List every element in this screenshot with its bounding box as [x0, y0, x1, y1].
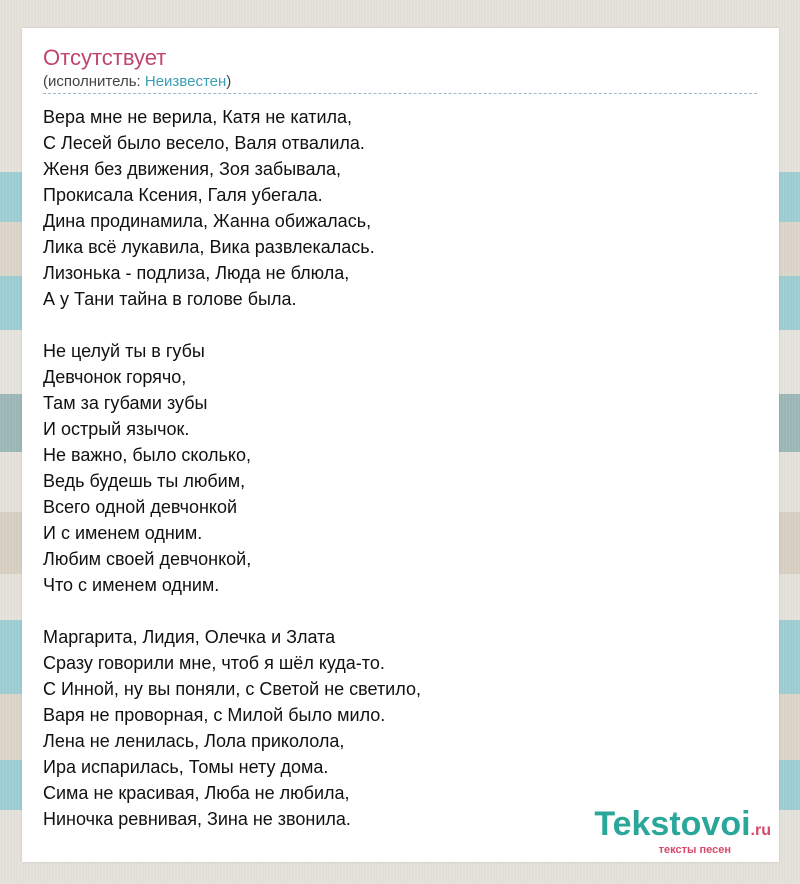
logo-tld: .ru [750, 822, 771, 839]
lyric-line: Сима не красивая, Люба не любила, [43, 783, 350, 803]
lyric-line: Маргарита, Лидия, Олечка и Злата [43, 627, 336, 647]
lyric-line: Там за губами зубы [43, 393, 208, 413]
lyric-line: Вера мне не верила, Катя не катила, [43, 107, 353, 127]
lyric-line: Всего одной девчонкой [43, 497, 238, 517]
logo-tagline: тексты песен [658, 844, 731, 856]
lyric-line: Девчонок горячо, [43, 367, 187, 387]
lyric-line: Женя без движения, Зоя забывала, [43, 159, 342, 179]
artist-line [43, 73, 231, 91]
lyric-line: Не важно, было сколько, [43, 445, 252, 465]
lyric-line: Любим своей девчонкой, [43, 549, 252, 569]
lyric-line: Ниночка ревнивая, Зина не звонила. [43, 809, 351, 829]
lyric-line: Лена не ленилась, Лола приколола, [43, 731, 345, 751]
artist-prefix: (исполнитель: [43, 73, 145, 90]
lyrics-text [43, 104, 753, 858]
lyric-line: С Лесей было весело, Валя отвалила. [43, 133, 365, 153]
lyric-line: Лика всё лукавила, Вика развлекалась. [43, 237, 375, 257]
lyric-line: Лизонька - подлиза, Люда не блюла, [43, 263, 350, 283]
lyric-line: Дина продинамила, Жанна обижалась, [43, 211, 372, 231]
stanza-1 [43, 104, 753, 312]
logo-name: Tekstovoi [594, 805, 751, 843]
lyric-line: И острый язычок. [43, 419, 190, 439]
stanza-3 [43, 624, 753, 832]
lyric-line: С Инной, ну вы поняли, с Светой не светило, [43, 679, 421, 699]
logo-wordmark [594, 807, 771, 848]
lyric-line: Ира испарилась, Томы нету дома. [43, 757, 329, 777]
artist-link[interactable]: Неизвестен [144, 73, 227, 90]
artist-suffix: ) [226, 73, 232, 90]
site-logo[interactable] [594, 807, 771, 856]
song-title: Отсутствует [43, 45, 167, 70]
lyric-line: Варя не проворная, с Милой было мило. [43, 705, 386, 725]
divider [43, 93, 757, 94]
stanza-2 [43, 338, 753, 598]
lyrics-card [22, 28, 779, 862]
lyric-line: Прокисала Ксения, Галя убегала. [43, 185, 323, 205]
lyric-line: Сразу говорили мне, чтоб я шёл куда-то. [43, 653, 385, 673]
lyric-line: Ведь будешь ты любим, [43, 471, 246, 491]
lyric-line: И с именем одним. [43, 523, 203, 543]
lyric-line: А у Тани тайна в голове была. [43, 289, 297, 309]
lyric-line: Что с именем одним. [43, 575, 220, 595]
lyric-line: Не целуй ты в губы [43, 341, 205, 361]
